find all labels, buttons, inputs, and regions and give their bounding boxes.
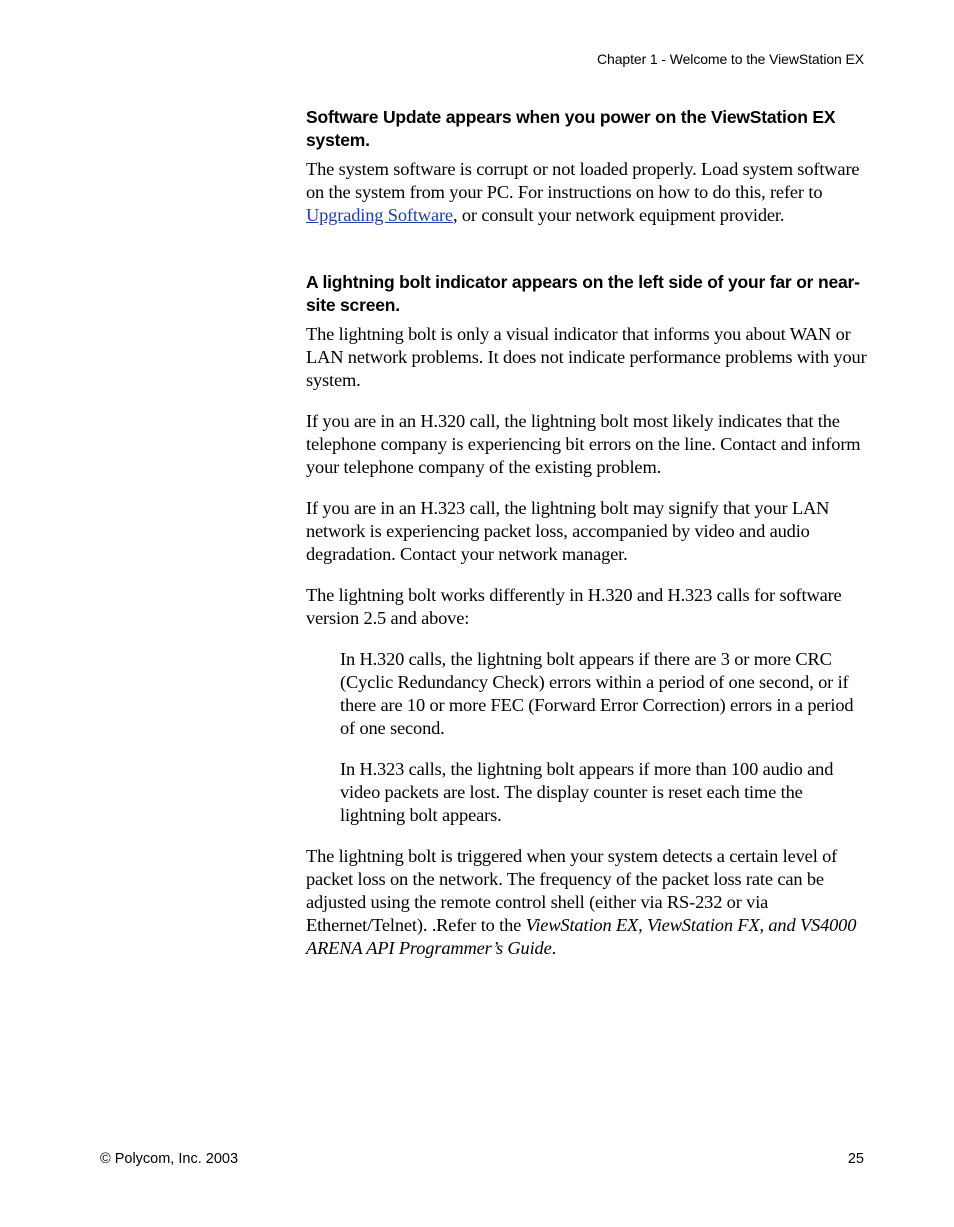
- section-heading-software-update: Software Update appears when you power on the ViewStation EX system.: [306, 107, 836, 150]
- indented-paragraph-h323: In H.323 calls, the lightning bolt appears if more than 100 audio and video packets are lost. The display counter is reset each time the lightning bolt appears.: [340, 759, 834, 825]
- footer-page-number: 25: [847, 1151, 864, 1167]
- paragraph-text: , or consult your network equipment provider.: [452, 205, 785, 225]
- paragraph-version-note: The lightning bolt works differently in H.320 and H.323 calls for software version 2.5 and above:: [306, 585, 842, 628]
- running-header: Chapter 1 - Welcome to the ViewStation EX: [597, 51, 864, 67]
- footer-copyright: © Polycom, Inc. 2003: [100, 1151, 239, 1167]
- paragraph-h320-call: If you are in an H.320 call, the lightning bolt most likely indicates that the telephone company is experiencing bit errors on the line. Contact and inform your telephone company of the existing problem.: [306, 411, 861, 477]
- guide-title: ViewStation EX, ViewStation FX, and VS4000 ARENA API Programmer’s Guide: [306, 915, 857, 958]
- paragraph-text: The system software is corrupt or not loaded properly. Load system software on the system from your PC. For instructions on how to do this, refer to: [306, 159, 860, 202]
- paragraph-text: The lightning bolt is triggered when your system detects a certain level of packet loss on the network. The frequency of the packet loss rate can be adjusted using the remote control shell (either via RS-232 or via Ethernet/Telnet). .Refer to the: [306, 846, 838, 935]
- paragraph-packet-loss: [306, 845, 868, 960]
- indented-paragraph-h320: In H.320 calls, the lightning bolt appears if there are 3 or more CRC (Cyclic Redundancy Check) errors within a period of one second, or if there are 10 or more FEC (Forward Error Correction) errors in a period of one second.: [340, 649, 854, 738]
- upgrading-software-link[interactable]: Upgrading Software: [306, 205, 453, 225]
- page-content: [306, 106, 868, 978]
- section-spacer: [306, 245, 868, 271]
- section-heading-lightning-bolt: A lightning bolt indicator appears on the left side of your far or near-site screen.: [306, 272, 860, 315]
- paragraph-software-update: [306, 158, 868, 227]
- paragraph-h323-call: If you are in an H.323 call, the lightning bolt may signify that your LAN network is experiencing packet loss, accompanied by video and audio degradation. Contact your network manager.: [306, 498, 830, 564]
- paragraph-lightning-intro: The lightning bolt is only a visual indicator that informs you about WAN or LAN network problems. It does not indicate performance problems with your system.: [306, 324, 867, 390]
- paragraph-text: .: [551, 938, 557, 958]
